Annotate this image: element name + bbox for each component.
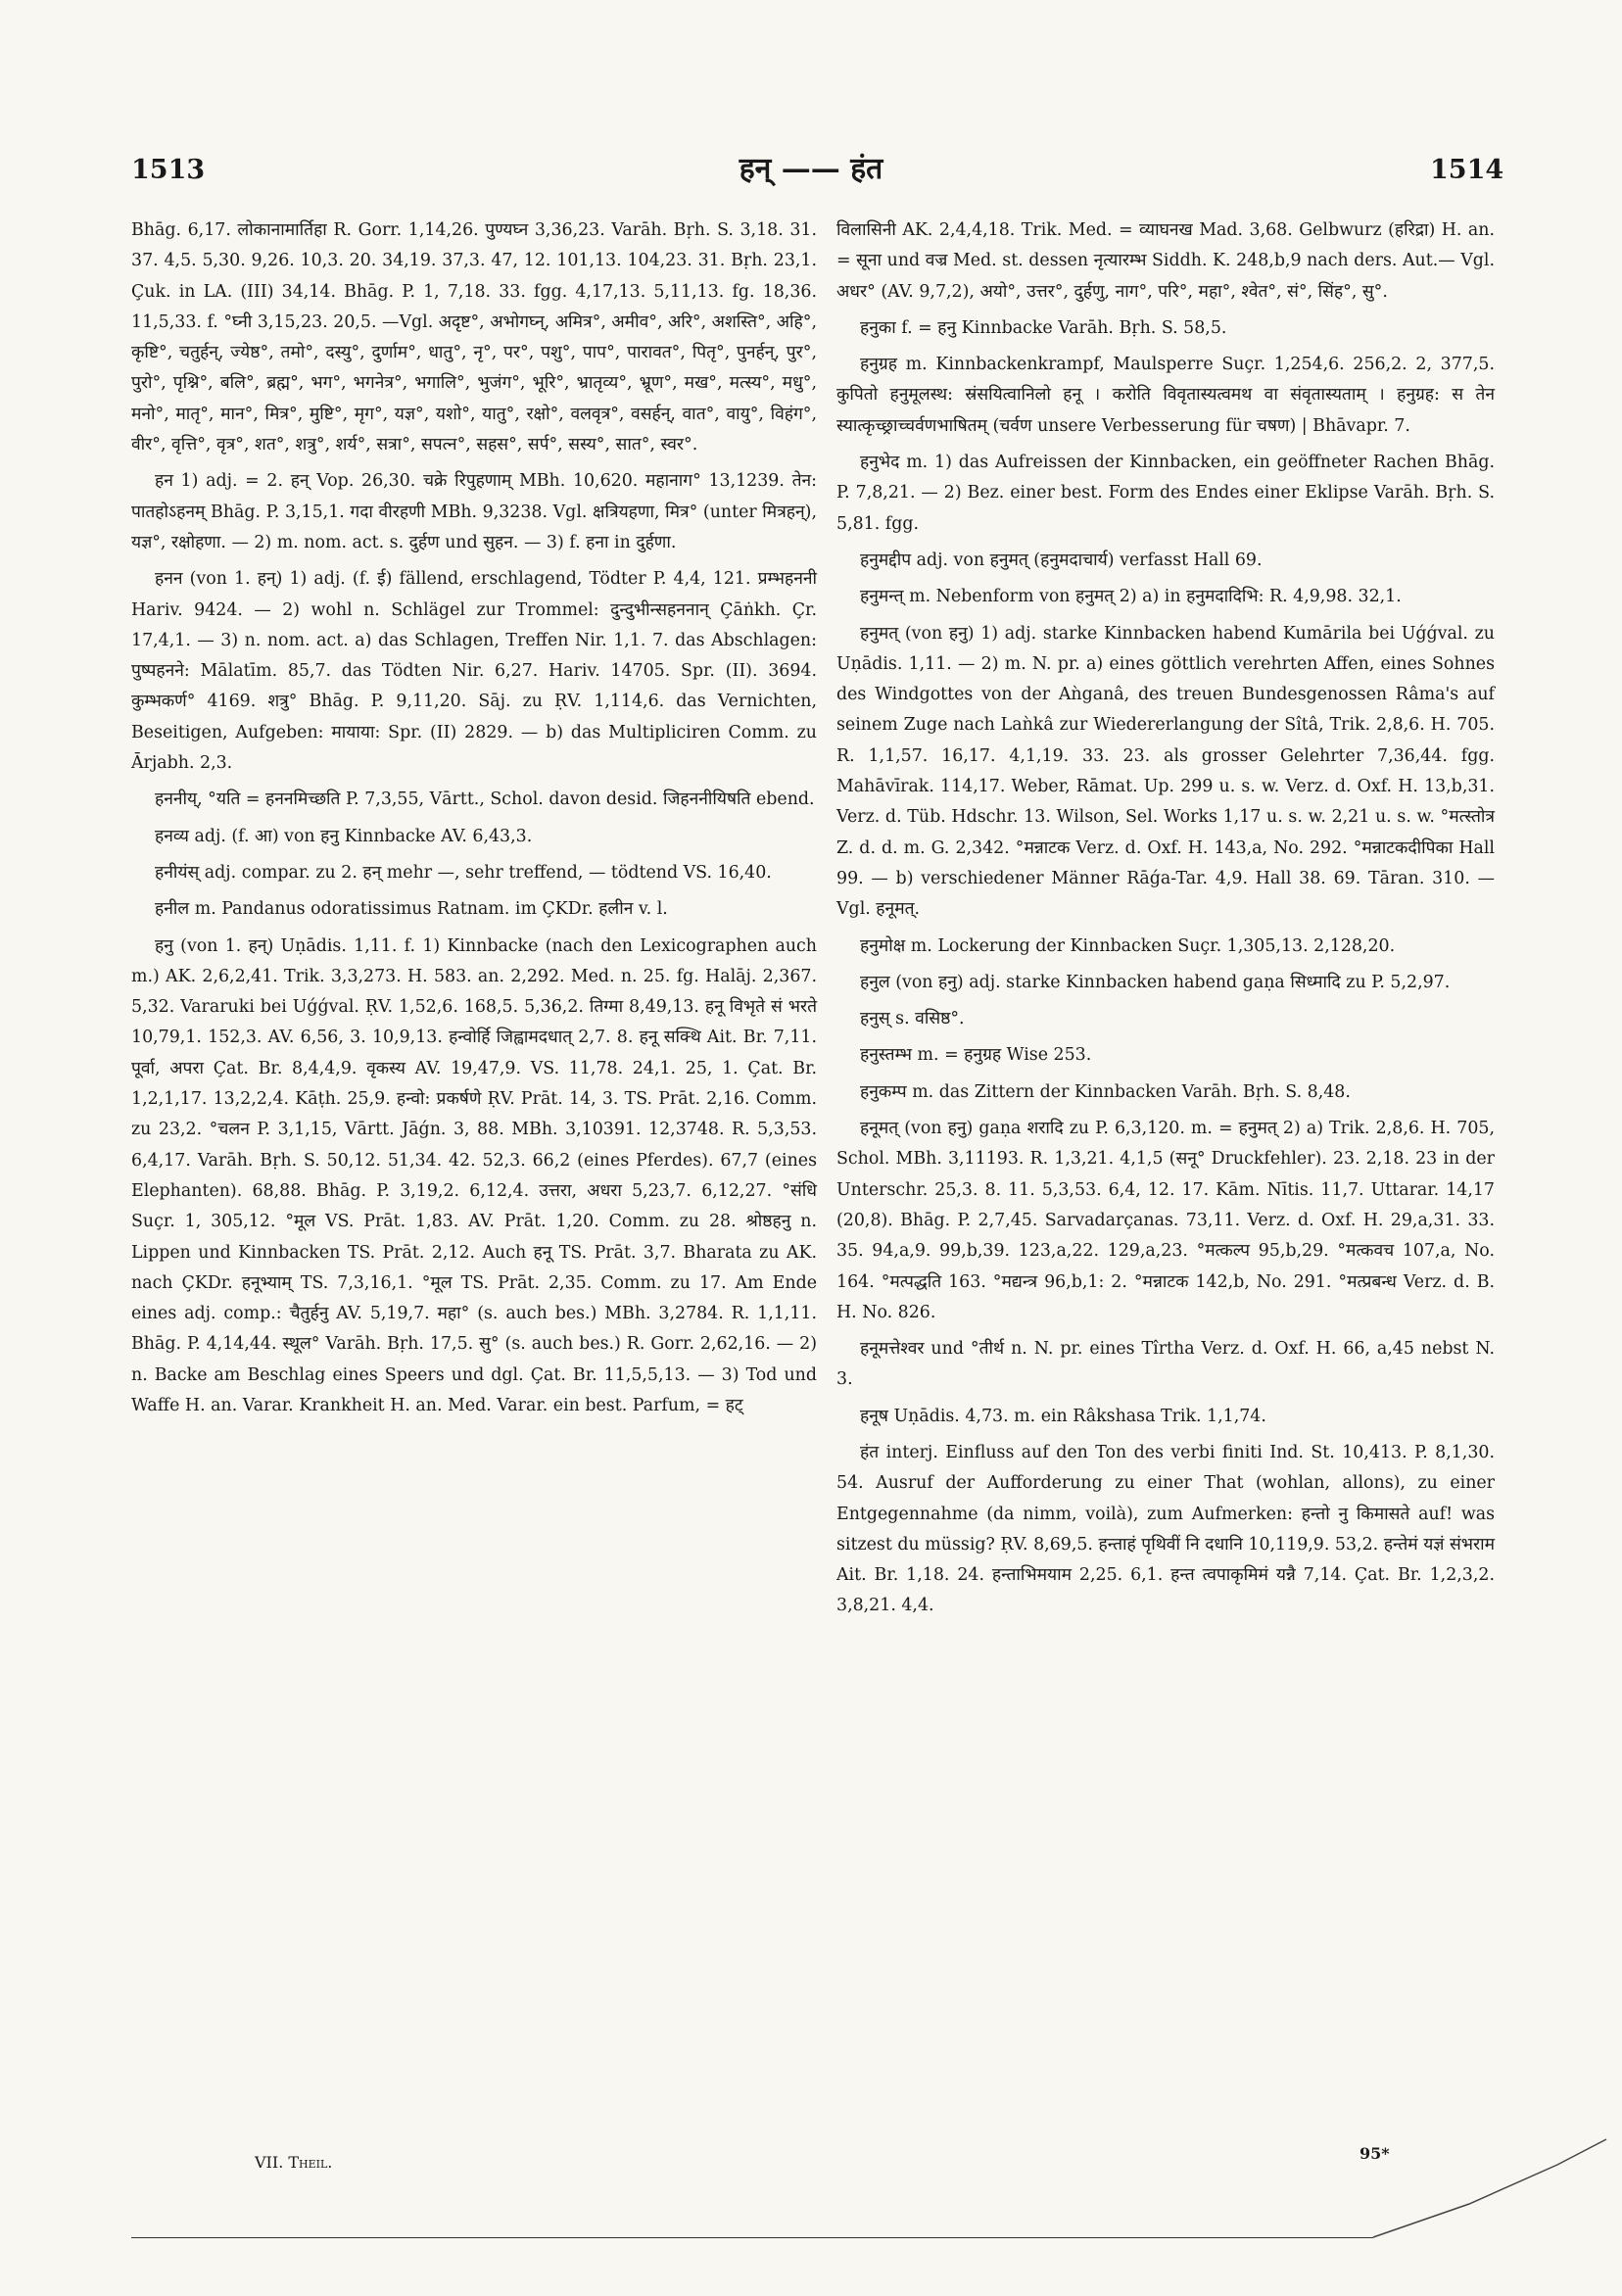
entry-paragraph: हनुस्तम्भ m. = हनुग्रह Wise 253.: [860, 1045, 1092, 1066]
entry-paragraph: हनीयंस् adj. compar. zu 2. हन् mehr —, sehr treffend, — tödtend VS. 16,40.: [155, 862, 772, 883]
entry-paragraph: हनूमत् (von हनु) gaṇa शरादि zu P. 6,3,120. m. = हनुमत् 2) a) Trik. 2,8,6. H. 705, Schol. MBh. 3,11193. R. 1,3,21. 4,1,5 (सनू° Druckfehler). 23. 2,18. 23 in der Unterschr. 25,3. 8. 11. 5,3,53. 6,4, 12. 17. Kām. Nītis. 11,7. Uttarar. 14,17 (20,8). Bhāg. P. 2,7,45. Sarvadarçanas. 73,11. Verz. d. Oxf. H. 29,a,31. 33. 35. 94,a,9. 99,b,39. 123,a,22. 129,a,23. °मत्कल्प 95,b,29. °मत्कवच 107,a, No. 164. °मत्पद्धति 163. °मद्यन्त्र 96,b,1: 2. °मन्नाटक 142,b, No. 291. °मत्प्रबन्ध Verz. d. B. H. No. 826.: [836, 1119, 1495, 1322]
entry-paragraph: हनुमन्त् m. Nebenform von हनुमत् 2) a) in हनुमदादिभि: R. 4,9,98. 32,1.: [860, 587, 1402, 607]
entry-paragraph: हनुभेद m. 1) das Aufreissen der Kinnbacken, ein geöffneter Rachen Bhāg. P. 7,8,21. — 2) Bez. einer best. Form des Endes einer Eklipse Varāh. Bṛh. S. 5,81. fgg.: [836, 453, 1495, 534]
page-number-right: 1514: [1430, 155, 1504, 185]
entry-paragraph: हनुमत् (von हनु) 1) adj. starke Kinnbacken habend Kumārila bei Uǵǵval. zu Uṇādis. 1,11. — 2) m. N. pr. a) eines göttlich verehrten Affen, eines Sohnes des Windgottes von der Aǹganâ, des treuen Bundesgenossen Râma's auf seinem Zuge nach Laǹkâ zur Wiedererlangung der Sîtâ, Trik. 2,8,6. H. 705. R. 1,1,57. 16,17. 4,1,19. 33. 23. als grosser Gelehrter 7,36,44. fgg. Mahāvīrak. 114,17. Weber, Rāmat. Up. 299 u. s. w. Verz. d. Oxf. H. 13,b,31. Verz. d. Tüb. Hdschr. 13. Wilson, Sel. Works 1,17 u. s. w. 2,21 u. s. w. °मत्स्तोत्र Z. d. d. m. G. 2,342. °मन्नाटक Verz. d. Oxf. H. 143,a, No. 292. °मन्नाटकदीपिका Hall 99. — b) verschiedener Männer Rāǵa-Tar. 4,9. Hall 38. 69. Tāran. 310. — Vgl. हनूमत्.: [836, 623, 1495, 920]
page-number-left: 1513: [131, 155, 206, 185]
entry-paragraph: हनुग्रह m. Kinnbackenkrampf, Maulsperre Suçr. 1,254,6. 256,2. 2, 377,5. कुपितो हनुमूलस्थ: स्रंसयित्वानिलो हनू । करोति विवृतास्यत्वमथ वा संवृतास्यताम् । हनुग्रह: स तेन स्यात्कृच्छ्राच्चर्वणभाषितम् (चर्वण unsere Verbesserung für चषण) | Bhāvapr. 7.: [836, 355, 1495, 436]
entry-paragraph: हनील m. Pandanus odoratissimus Ratnam. im ÇKDr. हलीन v. l.: [155, 899, 668, 920]
entry-paragraph: विलासिनी AK. 2,4,4,18. Trik. Med. = व्याघनख Mad. 3,68. Gelbwurz (हरिद्रा) H. an. = सूना und वज्र Med. st. dessen नृत्यारम्भ Siddh. K. 248,b,9 nach ders. Aut.— Vgl. अधर° (AV. 9,7,2), अयो°, उत्तर°, दुर्हणु, नाग°, परि°, महा°, श्वेत°, सं°, सिंह°, सु°.: [836, 220, 1495, 302]
entry-paragraph: हनूष Uṇādis. 4,73. m. ein Râkshasa Trik. 1,1,74.: [860, 1406, 1266, 1426]
volume-note: VII. Theil.: [255, 2153, 333, 2172]
entry-paragraph: हननीय्, °यति = हननमिच्छति P. 7,3,55, Vārtt., Schol. davon desid. जिहननीयिषति ebend.: [155, 789, 815, 810]
entry-paragraph: हंत interj. Einfluss auf den Ton des verbi finiti Ind. St. 10,413. P. 8,1,30. 54. Ausruf der Aufforderung zu einer That (wohlan, allons), zu einer Entgegennahme (da nimm, voilà), zum Aufmerken: हन्तो नु किमासते auf! was sitzest du müssig? ṚV. 8,69,5. हन्ताहं पृथिवीं नि दधानि 10,119,9. 53,2. हन्तेमं यज्ञं संभराम Ait. Br. 1,18. 24. हन्ताभिमयाम 2,25. 6,1. हन्त त्वपाकृमिमं यन्नै 7,14. Çat. Br. 1,2,3,2. 3,8,21. 4,4.: [836, 1442, 1495, 1616]
entry-paragraph: हनु (von 1. हन्) Uṇādis. 1,11. f. 1) Kinnbacke (nach den Lexicographen auch m.) AK. 2,6,2,41. Trik. 3,3,273. H. 583. an. 2,292. Med. n. 25. fg. Halāj. 2,367. 5,32. Vararuki bei Uǵǵval. ṚV. 1,52,6. 168,5. 5,36,2. तिग्मा 8,49,13. हनू विभृते सं भरते 10,79,1. 152,3. AV. 6,56, 3. 10,9,13. हन्वोर्हि जिह्वामदधात् 2,7. 8. हनू सक्थि Ait. Br. 7,11. पूर्वा, अपरा Çat. Br. 8,4,4,9. वृकस्य AV. 19,47,9. VS. 11,78. 24,1. 25, 1. Çat. Br. 1,2,1,17. 13,2,2,4. Kāṭh. 25,9. हन्वो: प्रकर्षणे ṚV. Prāt. 14, 3. TS. Prāt. 2,16. Comm. zu 23,2. °चलन P. 3,1,15, Vārtt. Jāǵn. 3, 88. MBh. 3,10391. 12,3748. R. 5,3,53. 6,4,17. Varāh. Bṛh. S. 50,12. 51,34. 42. 52,3. 66,2 (eines Pferdes). 67,7 (eines Elephanten). 68,88. Bhāg. P. 3,19,2. 6,12,4. उत्तरा, अधरा 5,23,7. 6,12,27. °संधि Suçr. 1, 305,12. °मूल VS. Prāt. 1,83. AV. Prāt. 1,20. Comm. zu 28. श्रोष्ठहनु n. Lippen und Kinnbacken TS. Prāt. 2,12. Auch हनू TS. Prāt. 3,7. Bharata zu AK. nach ÇKDr. हनूभ्याम् TS. 7,3,16,1. °मूल TS. Prāt. 2,35. Comm. zu 17. Am Ende eines adj. comp.: चैतुर्हनु AV. 5,19,7. महा° (s. auch bes.) MBh. 3,2784. R. 1,1,11. Bhāg. P. 4,14,44. स्थूल° Varāh. Bṛh. 17,5. सु° (s. auch bes.) R. Gorr. 2,62,16. — 2) n. Backe am Beschlag eines Speers und dgl. Çat. Br. 11,5,5,13. — 3) Tod und Waffe H. an. Varar. Krankheit H. an. Med. Varar. ein best. Parfum, = हट्: [131, 935, 817, 1415]
entry-paragraph: हनुस् s. वसिष्ठ°.: [860, 1009, 965, 1029]
entry-paragraph: Bhāg. 6,17. लोकानामार्तिहा R. Gorr. 1,14,26. पुण्यघ्न 3,36,23. Varāh. Bṛh. S. 3,18. 31. 37. 4,5. 5,30. 9,26. 10,3. 20. 34,19. 37,3. 47, 12. 101,13. 104,23. 31. Bṛh. 23,1. Çuk. in LA. (III) 34,14. Bhāg. P. 1, 7,18. 33. fgg. 4,17,13. 5,11,13. fg. 18,36. 11,5,33. f. °घ्नी 3,15,23. 20,5. —Vgl. अदृष्ट°, अभोगघ्न्, अमित्र°, अमीव°, अरि°, अशस्ति°, अहि°, कृष्टि°, चतुर्हन्, ज्येष्ठ°, तमो°, दस्यु°, दुर्णाम°, धातु°, नृ°, पर°, पशु°, पाप°, पारावत°, पितृ°, पुनर्हन्, पुर°, पुरो°, पृश्नि°, बलि°, ब्रह्म°, भग°, भगनेत्र°, भगालि°, भुजंग°, भूरि°, भ्रातृव्य°, भ्रूण°, मख°, मत्स्य°, मधु°, मनो°, मातृ°, मान°, मित्र°, मुष्टि°, मृग°, यज्ञ°, यशो°, यातु°, रक्षो°, वलवृत्र°, वसर्हन्, वात°, वायु°, विहंग°, वीर°, वृत्ति°, वृत्र°, शत°, शत्रु°, शर्य°, सत्रा°, सपत्न°, सहस°, सर्प°, सस्य°, सात°, स्वर°.: [131, 220, 817, 455]
entry-paragraph: हनन (von 1. हन्) 1) adj. (f. ई) fällend, erschlagend, Tödter P. 4,4, 121. प्रम्भहननी Hariv. 9424. — 2) wohl n. Schlägel zur Trommel: दुन्दुभीन्सहननान् Çāṅkh. Çr. 17,4,1. — 3) n. nom. act. a) das Schlagen, Treffen Nir. 1,1. 7. das Abschlagen: पुष्पहनने: Mālatīm. 85,7. das Tödten Nir. 6,27. Hariv. 14705. Spr. (II). 3694. कुम्भकर्ण° 4169. शत्रु° Bhāg. P. 9,11,20. Sāj. zu ṚV. 1,114,6. das Vernichten, Beseitigen, Aufgeben: मायाया: Spr. (II) 2829. — b) das Multipliciren Comm. zu Ārjabh. 2,3.: [131, 569, 817, 774]
signature-mark: 95*: [1360, 2144, 1390, 2163]
entry-paragraph: हनव्य adj. (f. आ) von हनु Kinnbacke AV. 6,43,3.: [155, 826, 533, 846]
entry-paragraph: हनूमत्तेश्वर und °तीर्थ n. N. pr. eines Tîrtha Verz. d. Oxf. H. 66, a,45 nebst N. 3.: [836, 1339, 1495, 1390]
entry-paragraph: हनुका f. = हनु Kinnbacke Varāh. Bṛh. S. 58,5.: [860, 317, 1227, 338]
page-header-title: हन् —— हंत: [739, 152, 883, 186]
entry-paragraph: हन 1) adj. = 2. हन् Vop. 26,30. चक्रे रिपुहणाम् MBh. 10,620. महानाग° 13,1239. तेन: पातहोऽहनम् Bhāg. P. 3,15,1. गदा वीरहणी MBh. 9,3238. Vgl. क्षत्रियहणा, मित्र° (unter मित्रहन्), यज्ञ°, रक्षोहणा. — 2) m. nom. act. s. दुर्हण und सुहन. — 3) f. हना in दुर्हणा.: [131, 471, 817, 552]
entry-paragraph: हनुमद्दीप adj. von हनुमत् (हनुमदाचार्य) verfasst Hall 69.: [860, 550, 1263, 570]
entry-paragraph: हनुकम्प m. das Zittern der Kinnbacken Varāh. Bṛh. S. 8,48.: [860, 1081, 1351, 1102]
entry-paragraph: हनुल (von हनु) adj. starke Kinnbacken habend gaṇa सिध्मादि zu P. 5,2,97.: [860, 972, 1451, 992]
entry-paragraph: हनुमोक्ष m. Lockerung der Kinnbacken Suçr. 1,305,13. 2,128,20.: [860, 935, 1396, 956]
